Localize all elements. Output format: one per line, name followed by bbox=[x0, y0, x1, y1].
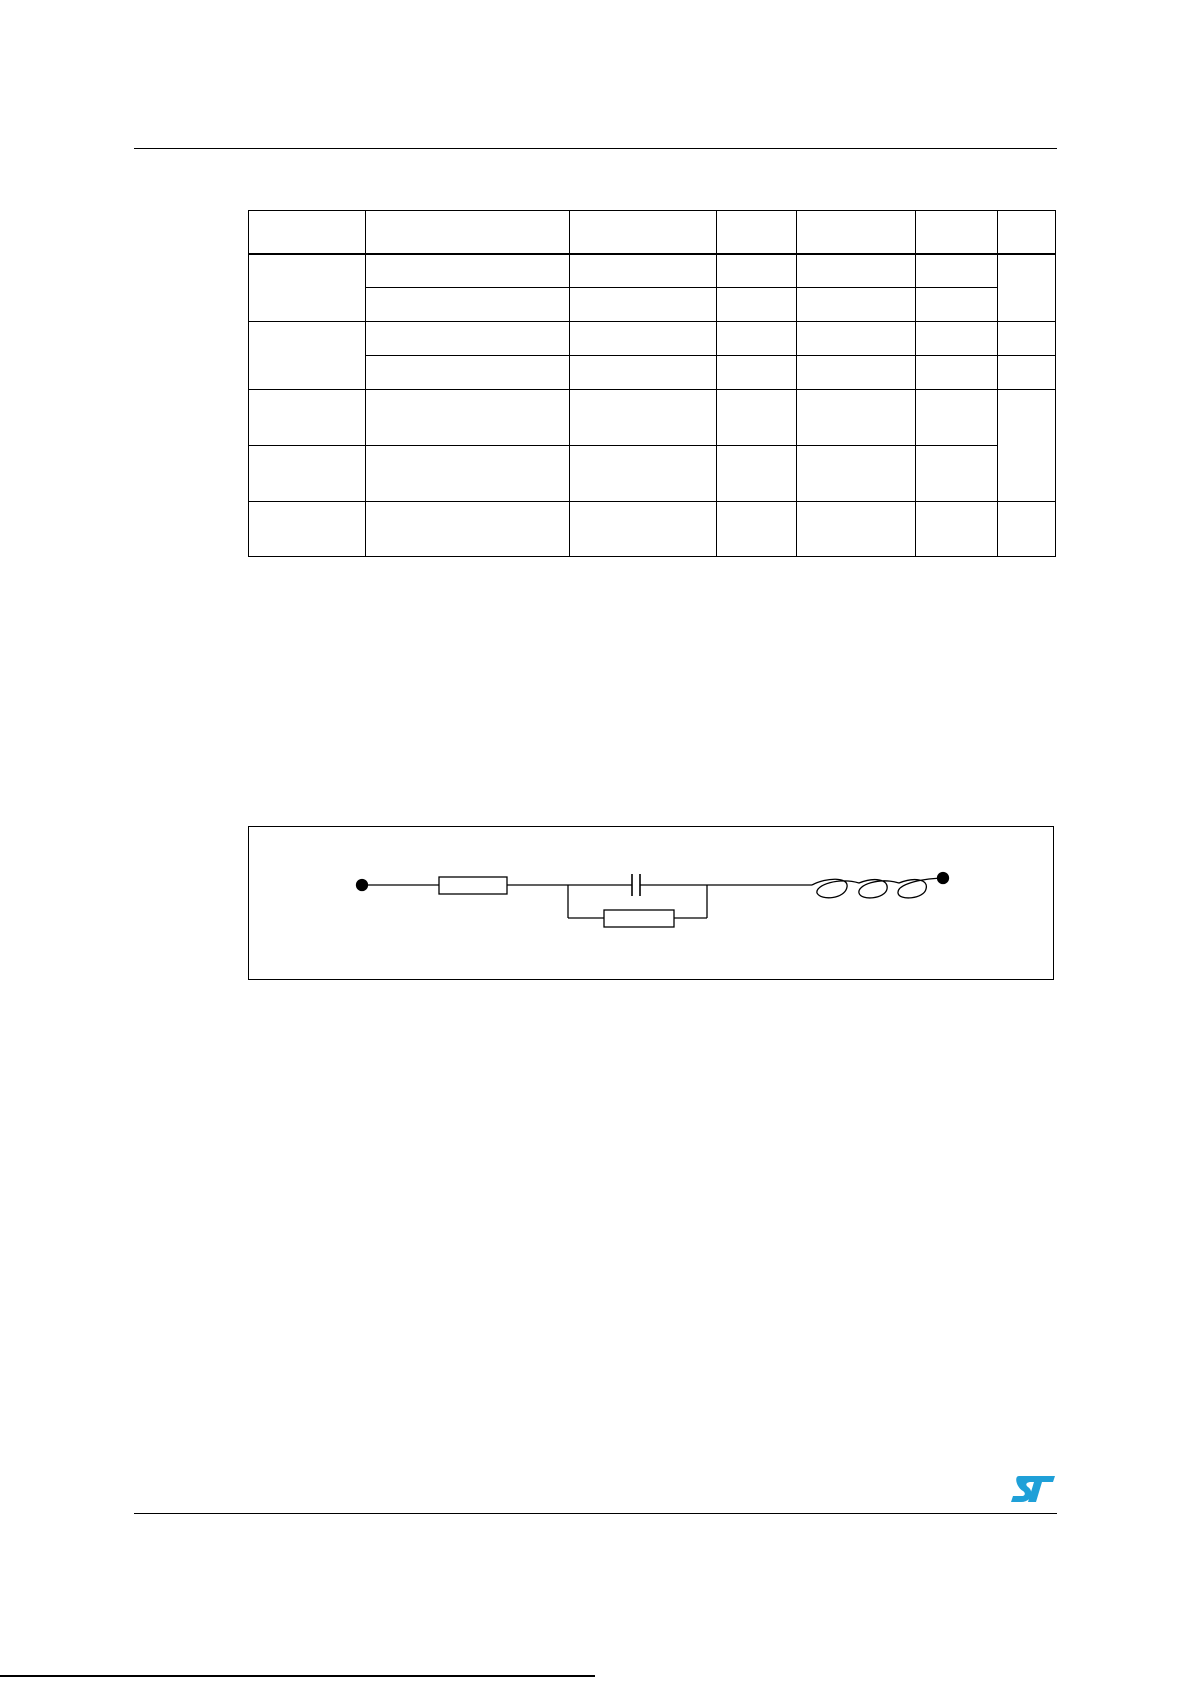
table-cell bbox=[570, 356, 717, 390]
st-logo bbox=[1009, 1474, 1057, 1504]
table-header-cell bbox=[797, 211, 916, 254]
table-cell bbox=[916, 502, 998, 557]
table-cell bbox=[366, 390, 570, 446]
table-cell bbox=[797, 502, 916, 557]
table-cell bbox=[366, 446, 570, 502]
parameter-table bbox=[248, 210, 1056, 557]
table-cell bbox=[717, 288, 797, 322]
table-cell bbox=[570, 254, 717, 288]
table-header-cell bbox=[717, 211, 797, 254]
table-cell bbox=[916, 254, 998, 288]
table-row bbox=[249, 502, 1056, 557]
table-cell bbox=[916, 356, 998, 390]
header-rule bbox=[134, 148, 1057, 149]
parallel-resistor bbox=[604, 910, 674, 927]
table-row bbox=[249, 322, 1056, 356]
table-cell bbox=[797, 356, 916, 390]
table-cell bbox=[570, 322, 717, 356]
table-cell bbox=[570, 446, 717, 502]
table-cell bbox=[366, 356, 570, 390]
table-header-row bbox=[249, 211, 1056, 254]
table-cell bbox=[717, 322, 797, 356]
circuit-diagram bbox=[249, 827, 1055, 981]
inductor-coil bbox=[812, 878, 943, 898]
table-row bbox=[249, 446, 1056, 502]
table-header-cell bbox=[366, 211, 570, 254]
table-cell bbox=[570, 502, 717, 557]
table-row bbox=[249, 288, 1056, 322]
table-header-cell bbox=[916, 211, 998, 254]
table-cell bbox=[797, 288, 916, 322]
table-cell bbox=[249, 254, 366, 322]
table-cell bbox=[570, 390, 717, 446]
table-cell bbox=[249, 390, 366, 446]
table-cell bbox=[366, 288, 570, 322]
table-cell bbox=[366, 502, 570, 557]
table-cell bbox=[998, 390, 1056, 502]
table-cell bbox=[570, 288, 717, 322]
table-cell bbox=[717, 446, 797, 502]
footnote-rule bbox=[0, 1675, 595, 1677]
series-resistor bbox=[439, 877, 507, 894]
footer-rule bbox=[134, 1513, 1057, 1514]
table-cell bbox=[916, 288, 998, 322]
table-cell bbox=[998, 502, 1056, 557]
table-cell bbox=[797, 446, 916, 502]
circuit-figure bbox=[248, 826, 1054, 980]
table-cell bbox=[916, 390, 998, 446]
table-cell bbox=[998, 254, 1056, 322]
table-row bbox=[249, 390, 1056, 446]
table-cell bbox=[366, 322, 570, 356]
table-header-cell bbox=[570, 211, 717, 254]
table-cell bbox=[998, 322, 1056, 356]
table-row bbox=[249, 254, 1056, 288]
table-cell bbox=[797, 322, 916, 356]
table-row bbox=[249, 356, 1056, 390]
table-cell bbox=[249, 446, 366, 502]
table-cell bbox=[717, 254, 797, 288]
table-cell bbox=[717, 356, 797, 390]
table-cell bbox=[249, 322, 366, 390]
table-cell bbox=[366, 254, 570, 288]
right-terminal bbox=[938, 873, 949, 884]
table-header-cell bbox=[249, 211, 366, 254]
table-cell bbox=[797, 254, 916, 288]
table-cell bbox=[717, 390, 797, 446]
table-cell bbox=[797, 390, 916, 446]
table-cell bbox=[717, 502, 797, 557]
table-cell bbox=[916, 322, 998, 356]
table-header-cell bbox=[998, 211, 1056, 254]
table-cell bbox=[998, 356, 1056, 390]
table-cell bbox=[916, 446, 998, 502]
table-cell bbox=[249, 502, 366, 557]
